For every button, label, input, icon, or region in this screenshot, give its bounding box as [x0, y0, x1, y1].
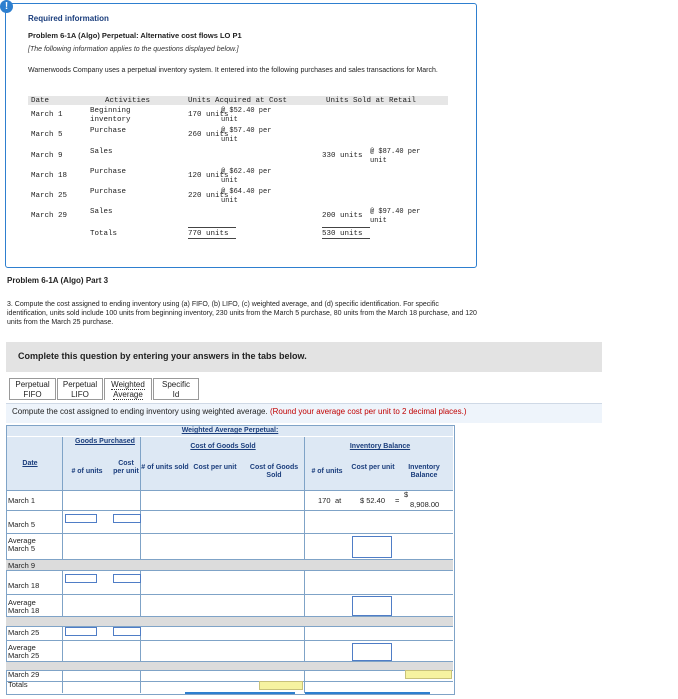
row-line [6, 570, 453, 571]
row-label-march9: March 9 [8, 561, 36, 570]
total-sold-rule [322, 227, 370, 228]
th-units-sold: Units Sold at Retail [326, 97, 417, 105]
banner-text: Complete this question by entering your answers in the tabs below. [18, 351, 307, 361]
march1-units: 170 [318, 496, 331, 505]
tx-activity: Sales [90, 208, 113, 216]
row-label-totals: Totals [8, 680, 28, 689]
total-acquired: 770 units [188, 230, 229, 238]
col-inv-balance: Inventory Balance [408, 464, 440, 479]
march18-units-input[interactable] [65, 574, 97, 583]
march18-cost-input[interactable] [113, 574, 141, 583]
average-march18-cost-input[interactable] [352, 596, 392, 616]
row-line [6, 616, 453, 617]
total-sold-underline [322, 238, 370, 239]
row-label-average-march18: Average March 18 [8, 598, 40, 615]
row-label-march18: March 18 [8, 581, 40, 590]
tx-acq-cost: @ $57.40 per unit [221, 127, 272, 144]
ending-inventory-input[interactable] [405, 670, 452, 679]
instruction-hint: (Round your average cost per unit to 2 decimal places.) [269, 407, 467, 416]
tab-perpetual-fifo[interactable] [9, 378, 56, 400]
col-inv-cost-per-unit: Cost per unit [351, 464, 395, 471]
grid-title: Weighted Average Perpetual: [181, 427, 279, 434]
tx-sold-units: 200 units [322, 212, 363, 220]
tab-label-line1: Weighted [111, 380, 145, 389]
row-line [6, 681, 453, 682]
cogs-header: Cost of Goods Sold [190, 443, 256, 450]
col-cogs-cost-per-unit: Cost per unit [193, 464, 237, 471]
tx-activity: Beginning inventory [90, 107, 131, 124]
march25-cost-input[interactable] [113, 627, 141, 636]
march25-units-input[interactable] [65, 627, 97, 636]
march1-at: at [335, 496, 342, 505]
tx-acq-units: 170 units [188, 111, 229, 119]
tx-acq-cost: @ $62.40 per unit [221, 168, 272, 185]
col-units: # of units [71, 468, 103, 475]
row-label-march1: March 1 [8, 496, 36, 505]
row-line [6, 533, 453, 534]
tx-date: March 9 [31, 152, 63, 160]
tx-sold-price: @ $97.40 per unit [370, 208, 421, 225]
row-bg-divider [6, 616, 453, 626]
intro-text: Warnerwoods Company uses a perpetual inventory system. It entered into the following purchases and sales transactions for March. [28, 67, 438, 74]
col-cost-per-unit: Cost per unit [113, 460, 139, 475]
tx-acq-units: 120 units [188, 172, 229, 180]
tx-acq-cost: @ $64.40 per unit [221, 188, 272, 205]
march1-balance: 8,908.00 [410, 500, 440, 509]
tx-activity: Purchase [90, 188, 127, 196]
tx-date: March 29 [31, 212, 68, 220]
row-line [6, 640, 453, 641]
tx-date: March 18 [31, 172, 68, 180]
row-bg-march9 [6, 559, 453, 570]
tx-date: March 5 [31, 131, 63, 139]
info-note: [The following information applies to the questions displayed below.] [28, 46, 239, 53]
row-line [6, 594, 453, 595]
th-units-acquired: Units Acquired at Cost [188, 97, 288, 105]
tx-sold-units: 330 units [322, 152, 363, 160]
total-sold: 530 units [322, 230, 363, 238]
col-units-sold: # of units sold [141, 464, 189, 471]
row-line [6, 670, 453, 671]
row-bg-divider2 [6, 661, 453, 670]
goods-purchased-header: Goods Purchased [75, 438, 135, 445]
total-cogs-input[interactable] [259, 681, 303, 690]
march1-eq: = [395, 496, 400, 505]
row-line [6, 559, 453, 560]
next-tab-button[interactable] [305, 692, 430, 699]
tab-label-line2: LIFO [71, 390, 89, 399]
row-label-average-march25: Average March 25 [8, 643, 40, 660]
row-line [6, 661, 453, 662]
row-label-march25: March 25 [8, 628, 40, 637]
part-title: Problem 6-1A (Algo) Part 3 [7, 276, 109, 285]
col-inv-units: # of units [311, 468, 343, 475]
average-march25-cost-input[interactable] [352, 643, 392, 661]
average-march5-cost-input[interactable] [352, 536, 392, 558]
th-activities: Activities [105, 97, 151, 105]
total-acquired-rule [188, 227, 236, 228]
tx-activity: Sales [90, 148, 113, 156]
tab-label-line1: Perpetual [15, 380, 50, 389]
tab-label-line2: Id [172, 390, 180, 399]
row-label-march29: March 29 [8, 670, 40, 679]
th-date: Date [31, 97, 50, 105]
tx-activity: Purchase [90, 127, 127, 135]
tab-label-line2: Average [113, 390, 143, 399]
tx-acq-units: 220 units [188, 192, 229, 200]
row-label-march5: March 5 [8, 520, 36, 529]
tab-label-line2: FIFO [23, 390, 42, 399]
alert-icon: ! [0, 0, 13, 13]
row-line [6, 510, 453, 511]
tab-label-line1: Specific [161, 380, 190, 389]
march5-units-input[interactable] [65, 514, 97, 523]
total-acquired-underline [188, 238, 236, 239]
tab-weighted-average[interactable] [104, 378, 152, 400]
tx-date: March 1 [31, 111, 63, 119]
problem-title: Problem 6-1A (Algo) Perpetual: Alternative cost flows LO P1 [28, 31, 242, 40]
tx-acq-units: 260 units [188, 131, 229, 139]
march1-cost: $ 52.40 [360, 496, 386, 505]
tx-acq-cost: @ $52.40 per unit [221, 107, 272, 124]
instruction-text: Compute the cost assigned to ending inventory using weighted average. [12, 407, 268, 416]
prev-tab-button[interactable] [185, 692, 295, 699]
march1-dollar: $ [404, 490, 409, 499]
tab-instruction [12, 407, 467, 416]
tab-perpetual-lifo[interactable] [57, 378, 103, 400]
tab-specific-id[interactable] [153, 378, 199, 400]
col-cost-of-goods-sold: Cost of Goods Sold [249, 464, 299, 479]
tx-sold-price: @ $87.40 per unit [370, 148, 421, 165]
row-line [6, 490, 453, 491]
date-header: Date [22, 460, 38, 467]
inventory-header: Inventory Balance [349, 443, 411, 450]
totals-label: Totals [90, 230, 118, 238]
tx-date: March 25 [31, 192, 68, 200]
tx-activity: Purchase [90, 168, 127, 176]
row-label-average-march5: Average March 5 [8, 536, 36, 553]
question-text: 3. Compute the cost assigned to ending inventory using (a) FIFO, (b) LIFO, (c) weighted average, and (d) specific identification. For specific identification, units sold include 100 units from beginning inventory, 230 units from the March 5 purchase, 80 units from the March 18 purchase, and 120 units from the March 25 purchase. [7, 301, 477, 326]
tab-label-line1: Perpetual [62, 380, 98, 389]
march5-cost-input[interactable] [113, 514, 141, 523]
required-info-heading: Required information [28, 14, 109, 23]
